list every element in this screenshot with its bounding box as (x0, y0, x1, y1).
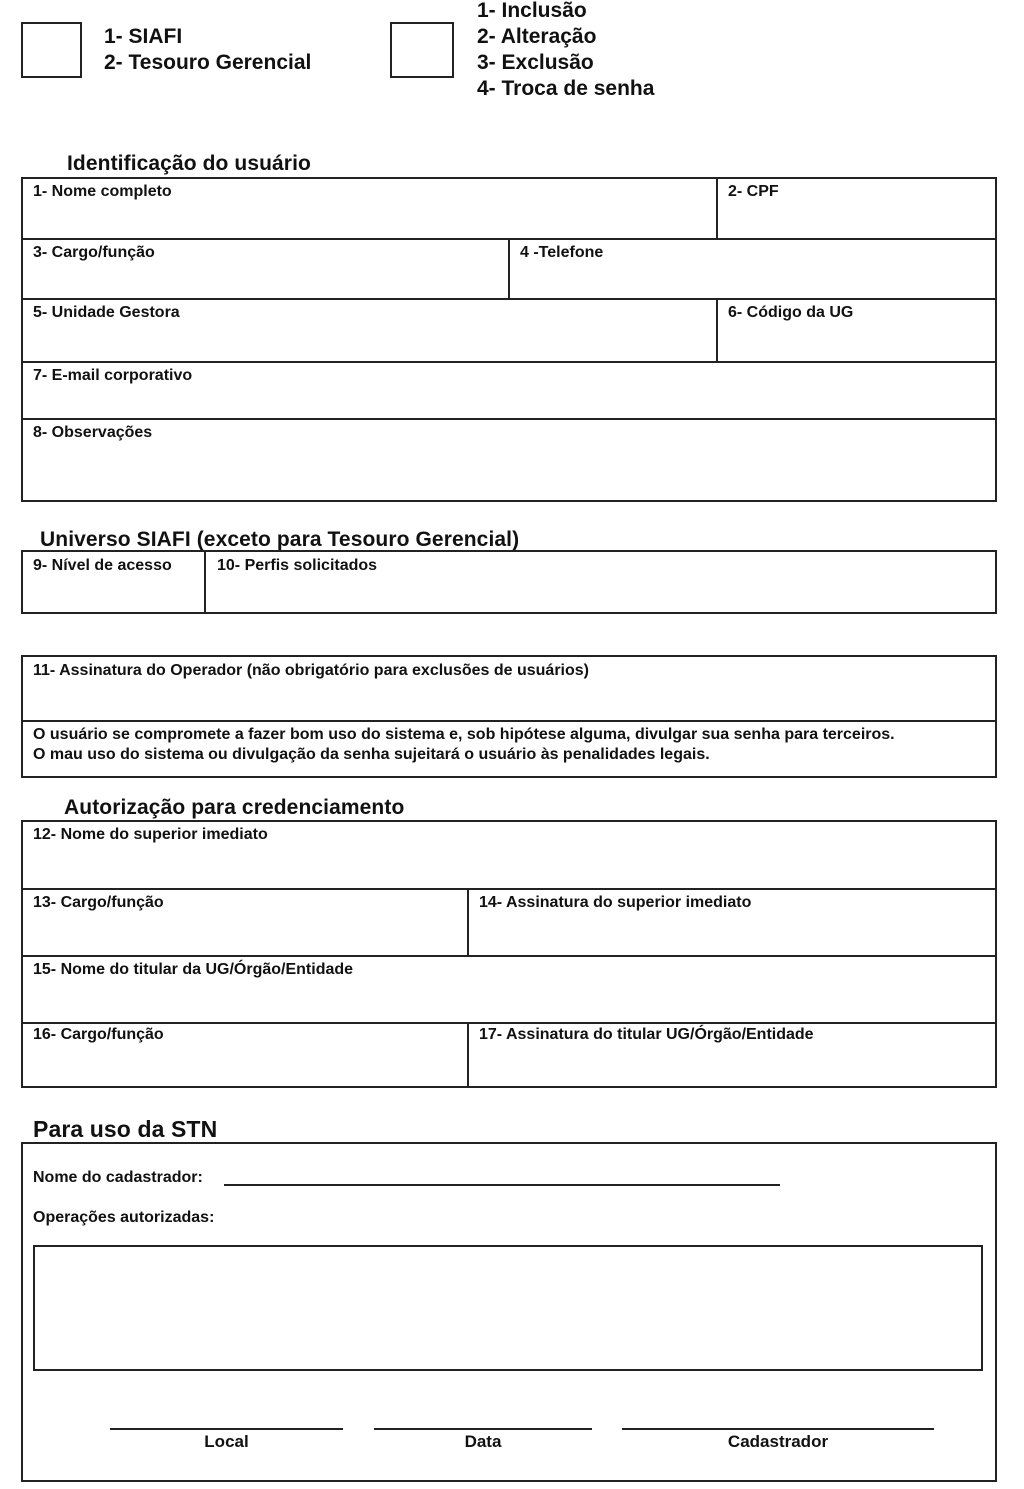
label-unidade-gestora: 5- Unidade Gestora (33, 304, 180, 321)
field-nome-titular[interactable] (23, 957, 995, 1022)
label-codigo-ug: 6- Código da UG (728, 304, 854, 321)
label-email: 7- E-mail corporativo (33, 367, 193, 384)
universo-table (21, 550, 997, 614)
field-telefone[interactable] (510, 240, 995, 298)
field-observacoes[interactable] (23, 420, 995, 500)
operation-option-inclusao: 1- Inclusão (477, 0, 587, 22)
label-assinatura-superior: 14- Assinatura do superior imediato (479, 894, 752, 911)
operation-option-exclusao: 3- Exclusão (477, 51, 594, 74)
cadastrador-line[interactable] (622, 1428, 934, 1430)
caption-cadastrador: Cadastrador (727, 1432, 829, 1451)
field-assinatura-titular[interactable] (469, 1024, 995, 1086)
operation-checkbox[interactable] (390, 22, 454, 78)
label-telefone: 4 -Telefone (520, 244, 604, 261)
section-title-autorizacao: Autorização para credenciamento (64, 796, 405, 819)
label-nome-cadastrador: Nome do cadastrador: (33, 1169, 203, 1186)
label-nome-titular: 15- Nome do titular da UG/Órgão/Entidade (33, 961, 354, 978)
section-title-stn: Para uso da STN (33, 1116, 218, 1142)
termo-compromisso-1: O usuário se compromete a fazer bom uso do sistema e, sob hipótese alguma, divulgar sua senha para terceiros. (33, 726, 895, 743)
operation-option-troca-senha: 4- Troca de senha (477, 77, 655, 100)
field-nome-completo[interactable] (23, 179, 716, 238)
field-cpf[interactable] (718, 179, 995, 238)
stn-box (21, 1142, 997, 1482)
field-nome-superior[interactable] (23, 822, 995, 888)
label-cargo-superior: 13- Cargo/função (33, 894, 164, 911)
field-cargo-superior[interactable] (23, 890, 467, 955)
section-title-identificacao: Identificação do usuário (67, 152, 311, 175)
field-cargo-titular[interactable] (23, 1024, 467, 1086)
field-codigo-ug[interactable] (718, 300, 995, 361)
identificacao-table (21, 177, 997, 502)
caption-data: Data (464, 1432, 502, 1451)
system-checkbox[interactable] (21, 22, 82, 78)
field-assinatura-operador[interactable] (23, 657, 995, 720)
local-line[interactable] (110, 1428, 343, 1430)
system-option-tesouro-gerencial: 2- Tesouro Gerencial (104, 51, 312, 74)
field-unidade-gestora[interactable] (23, 300, 716, 361)
caption-local: Local (204, 1432, 249, 1451)
label-observacoes: 8- Observações (33, 424, 153, 441)
assinatura-operador-table (21, 655, 997, 778)
label-nivel-acesso: 9- Nível de acesso (33, 557, 172, 574)
nome-cadastrador-line[interactable] (224, 1184, 780, 1186)
label-cargo: 3- Cargo/função (33, 244, 155, 261)
system-option-siafi: 1- SIAFI (104, 25, 183, 48)
operacoes-autorizadas-box[interactable] (33, 1245, 983, 1371)
label-perfis: 10- Perfis solicitados (217, 557, 378, 574)
label-cargo-titular: 16- Cargo/função (33, 1026, 164, 1043)
label-operacoes-autorizadas: Operações autorizadas: (33, 1209, 215, 1226)
field-email[interactable] (23, 363, 995, 418)
data-line[interactable] (374, 1428, 592, 1430)
field-nivel-acesso[interactable] (23, 552, 204, 612)
operation-option-alteracao: 2- Alteração (477, 25, 597, 48)
label-nome-completo: 1- Nome completo (33, 183, 172, 200)
label-assinatura-titular: 17- Assinatura do titular UG/Órgão/Entidade (479, 1026, 814, 1043)
label-nome-superior: 12- Nome do superior imediato (33, 826, 268, 843)
label-assinatura-operador: 11- Assinatura do Operador (não obrigatório para exclusões de usuários) (33, 662, 589, 679)
field-cargo[interactable] (23, 240, 508, 298)
label-cpf: 2- CPF (728, 183, 779, 200)
section-title-universo-siafi: Universo SIAFI (exceto para Tesouro Gerencial) (40, 528, 520, 551)
termo-compromisso-2: O mau uso do sistema ou divulgação da senha sujeitará o usuário às penalidades legais. (33, 746, 710, 763)
field-perfis[interactable] (206, 552, 995, 612)
field-assinatura-superior[interactable] (469, 890, 995, 955)
autorizacao-table (21, 820, 997, 1088)
